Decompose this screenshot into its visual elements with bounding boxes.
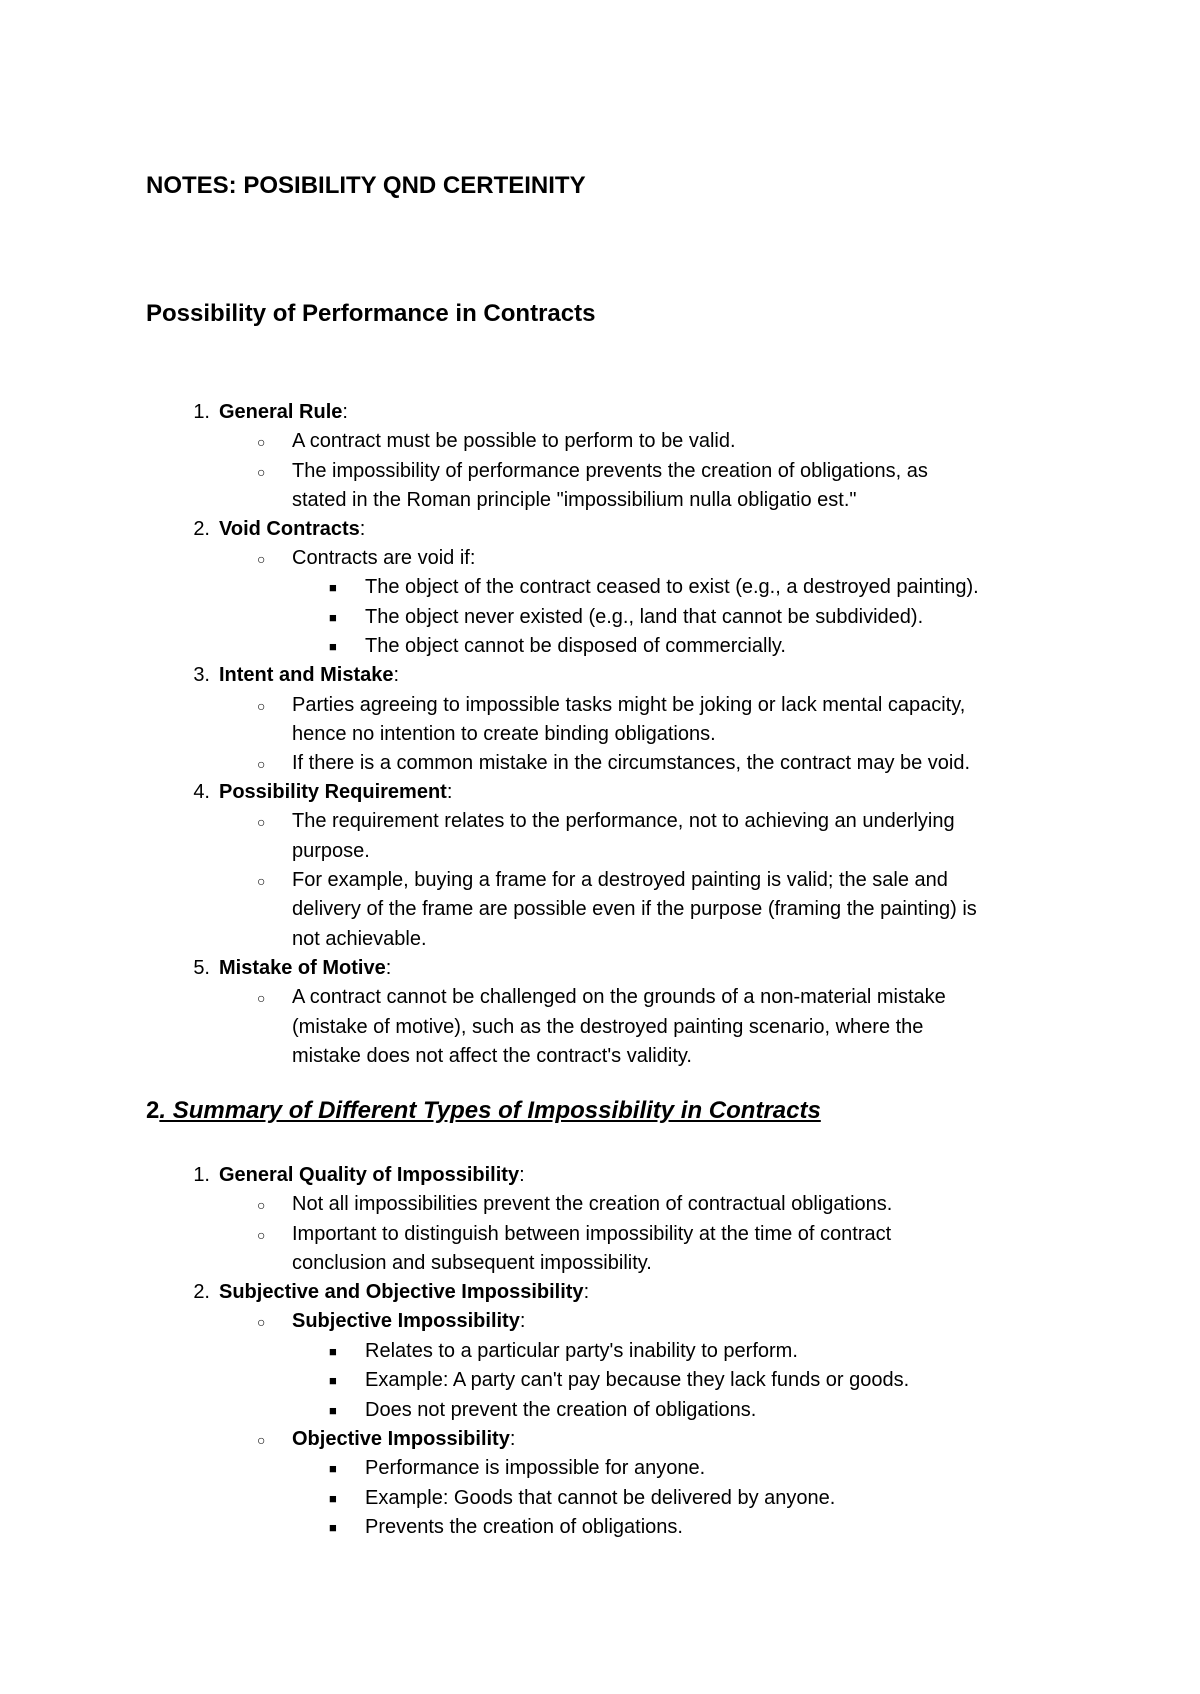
bullet-text: mistake does not affect the contract's validity. xyxy=(292,1045,692,1067)
list-item-heading: General Quality of Impossibility: xyxy=(219,1164,525,1186)
square-bullet-icon: ■ xyxy=(329,1491,337,1506)
bullet-text: purpose. xyxy=(292,840,370,862)
list-number: 2. xyxy=(193,1281,210,1303)
square-bullet-icon: ■ xyxy=(329,1461,337,1476)
bullet-text: not achievable. xyxy=(292,928,427,950)
hollow-bullet-icon: ○ xyxy=(257,551,266,567)
sub-bullet-text: The object cannot be disposed of commercially. xyxy=(365,635,786,657)
list-item-heading: Void Contracts: xyxy=(219,518,366,540)
bullet-heading: Objective Impossibility: xyxy=(292,1428,516,1450)
square-bullet-icon: ■ xyxy=(329,580,337,595)
square-bullet-icon: ■ xyxy=(329,1403,337,1418)
bullet-text: For example, buying a frame for a destroyed painting is valid; the sale and xyxy=(292,869,948,891)
bullet-text: If there is a common mistake in the circumstances, the contract may be void. xyxy=(292,752,971,774)
bullet-text: A contract must be possible to perform to be valid. xyxy=(292,430,736,452)
list-item-heading: General Rule: xyxy=(219,401,348,423)
sub-bullet-text: The object never existed (e.g., land that cannot be subdivided). xyxy=(365,606,924,628)
sub-bullet-text: Example: Goods that cannot be delivered by anyone. xyxy=(365,1487,836,1509)
list-number: 1. xyxy=(193,1164,210,1186)
list-number: 4. xyxy=(193,781,210,803)
bullet-text: The requirement relates to the performance, not to achieving an underlying xyxy=(292,810,955,832)
list-number: 5. xyxy=(193,957,210,979)
bullet-text: stated in the Roman principle "impossibilium nulla obligatio est." xyxy=(292,489,857,511)
list-number: 1. xyxy=(193,401,210,423)
sub-bullet-text: The object of the contract ceased to exist (e.g., a destroyed painting). xyxy=(365,576,979,598)
bullet-text: Important to distinguish between impossibility at the time of contract xyxy=(292,1223,892,1245)
sub-bullet-text: Performance is impossible for anyone. xyxy=(365,1457,706,1479)
document-title: NOTES: POSIBILITY QND CERTEINITY xyxy=(146,172,586,199)
sub-bullet-text: Does not prevent the creation of obligations. xyxy=(365,1399,757,1421)
square-bullet-icon: ■ xyxy=(329,1373,337,1388)
sub-bullet-text: Relates to a particular party's inability to perform. xyxy=(365,1340,798,1362)
section-1-heading: Possibility of Performance in Contracts xyxy=(146,300,596,327)
bullet-text: Contracts are void if: xyxy=(292,547,476,569)
hollow-bullet-icon: ○ xyxy=(257,990,266,1006)
bullet-heading: Subjective Impossibility: xyxy=(292,1310,526,1332)
list-item-heading: Possibility Requirement: xyxy=(219,781,453,803)
square-bullet-icon: ■ xyxy=(329,639,337,654)
hollow-bullet-icon: ○ xyxy=(257,434,266,450)
square-bullet-icon: ■ xyxy=(329,610,337,625)
bullet-text: hence no intention to create binding obligations. xyxy=(292,723,716,745)
sub-bullet-text: Prevents the creation of obligations. xyxy=(365,1516,683,1538)
bullet-text: conclusion and subsequent impossibility. xyxy=(292,1252,652,1274)
sub-bullet-text: Example: A party can't pay because they lack funds or goods. xyxy=(365,1369,910,1391)
bullet-text: Parties agreeing to impossible tasks might be joking or lack mental capacity, xyxy=(292,694,966,716)
list-item-heading: Mistake of Motive: xyxy=(219,957,392,979)
bullet-text: A contract cannot be challenged on the grounds of a non-material mistake xyxy=(292,986,946,1008)
hollow-bullet-icon: ○ xyxy=(257,1314,266,1330)
hollow-bullet-icon: ○ xyxy=(257,814,266,830)
bullet-text: The impossibility of performance prevents the creation of obligations, as xyxy=(292,460,928,482)
hollow-bullet-icon: ○ xyxy=(257,873,266,889)
list-item-heading: Subjective and Objective Impossibility: xyxy=(219,1281,590,1303)
bullet-text: delivery of the frame are possible even if the purpose (framing the painting) is xyxy=(292,898,977,920)
hollow-bullet-icon: ○ xyxy=(257,1432,266,1448)
hollow-bullet-icon: ○ xyxy=(257,464,266,480)
bullet-text: Not all impossibilities prevent the creation of contractual obligations. xyxy=(292,1193,893,1215)
list-item-heading: Intent and Mistake: xyxy=(219,664,400,686)
square-bullet-icon: ■ xyxy=(329,1520,337,1535)
section-2-heading: 2. Summary of Different Types of Impossibility in Contracts xyxy=(146,1097,821,1124)
hollow-bullet-icon: ○ xyxy=(257,1227,266,1243)
list-number: 3. xyxy=(193,664,210,686)
hollow-bullet-icon: ○ xyxy=(257,1197,266,1213)
square-bullet-icon: ■ xyxy=(329,1344,337,1359)
hollow-bullet-icon: ○ xyxy=(257,698,266,714)
list-number: 2. xyxy=(193,518,210,540)
hollow-bullet-icon: ○ xyxy=(257,756,266,772)
bullet-text: (mistake of motive), such as the destroyed painting scenario, where the xyxy=(292,1016,924,1038)
